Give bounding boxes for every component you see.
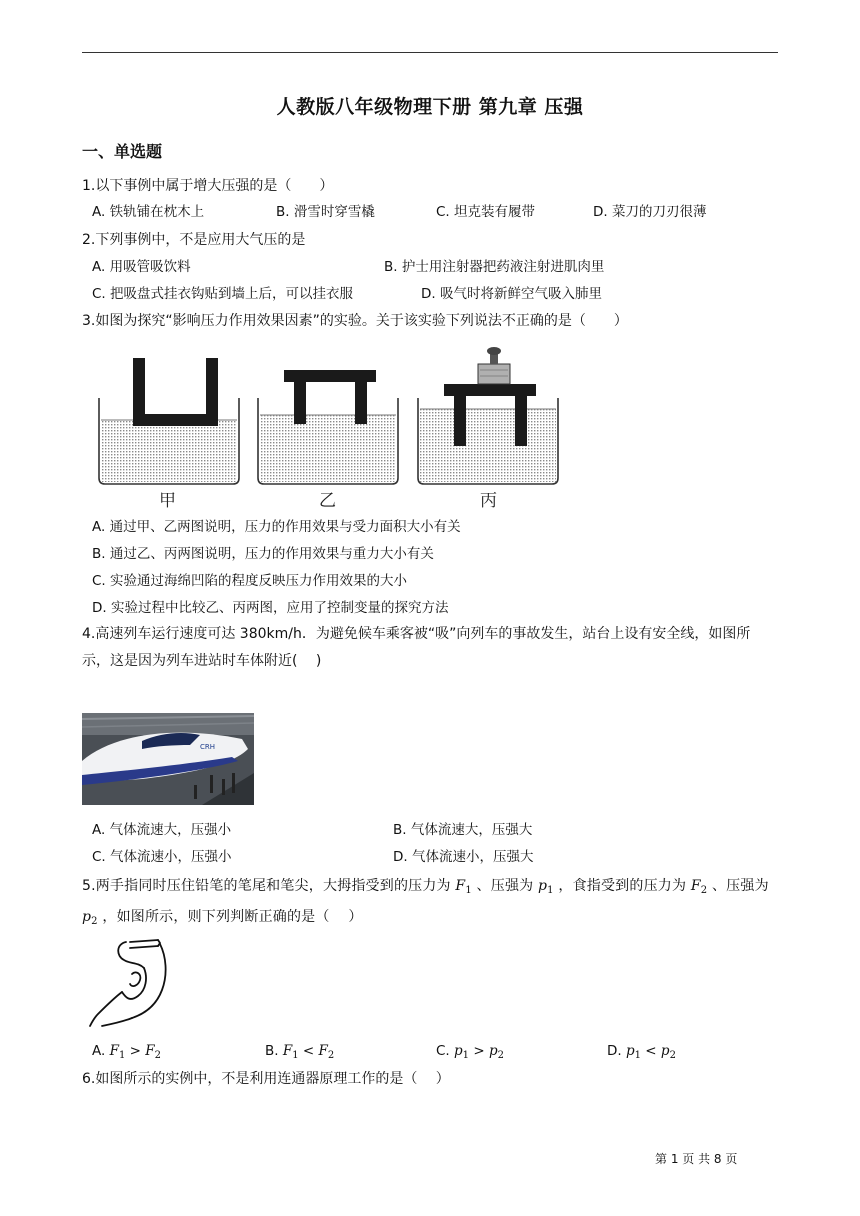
q5-option-c: C. $p_1 > p_2$ [436, 1043, 504, 1061]
q4-option-c: C. 气体流速小，压强小 [92, 849, 232, 865]
label-jia: 甲 [159, 491, 176, 511]
question-1: 1.以下事例中属于增大压强的是（ ） [82, 178, 334, 194]
q3-option-d: D. 实验过程中比较乙、丙两图，应用了控制变量的探究方法 [92, 600, 449, 616]
header-rule [82, 52, 778, 53]
q2-option-d: D. 吸气时将新鲜空气吸入肺里 [421, 286, 602, 302]
pencil-fingers-figure [86, 934, 172, 1030]
q4-option-d: D. 气体流速小，压强大 [393, 849, 534, 865]
q3-option-c: C. 实验通过海绵凹陷的程度反映压力作用效果的大小 [92, 573, 408, 589]
question-2: 2.下列事例中，不是应用大气压的是 [82, 232, 306, 248]
q1-option-b: B. 滑雪时穿雪橇 [276, 204, 375, 220]
question-6: 6.如图所示的实例中，不是利用连通器原理工作的是（ ） [82, 1071, 450, 1087]
q5-option-b: B. $F_1 < F_2$ [265, 1043, 335, 1061]
q4-option-a: A. 气体流速大，压强小 [92, 822, 232, 838]
container-bing [418, 347, 558, 484]
high-speed-train-photo [82, 713, 254, 805]
container-jia [99, 358, 239, 484]
q5-option-d: D. $p_1 < p_2$ [607, 1043, 676, 1061]
q2-option-b: B. 护士用注射器把药液注射进肌肉里 [384, 259, 605, 275]
q1-option-c: C. 坦克装有履带 [436, 204, 536, 220]
q3-option-b: B. 通过乙、丙两图说明，压力的作用效果与重力大小有关 [92, 546, 434, 562]
q2-option-c: C. 把吸盘式挂衣钩贴到墙上后，可以挂衣服 [92, 286, 354, 302]
q1-option-d: D. 菜刀的刀刃很薄 [593, 204, 707, 220]
question-3: 3.如图为探究“影响压力作用效果因素”的实验。关于该实验下列说法不正确的是（ ） [82, 313, 628, 329]
page-title: 人教版八年级物理下册 第九章 压强 [276, 96, 584, 118]
question-5: 5.两手指同时压住铅笔的笔尾和笔尖，大拇指受到的压力为 $F_1$ 、压强为 $p_1$ ，食指受到的压力为 $F_2$ 、压强为 $p_2$ ，如图所示，则下列判断正确的是（ ） [82, 878, 769, 927]
train-logo-text: CRH [200, 743, 216, 751]
label-yi: 乙 [319, 491, 336, 511]
page-footer: 第 1 页 共 8 页 [655, 1152, 738, 1166]
question-4: 4.高速列车运行速度可达 380km/h．为避免候车乘客被“吸”向列车的事故发生，站台上设有安全线，如图所示，这是因为列车进站时车体附近( ) [82, 626, 751, 669]
container-yi [258, 370, 398, 484]
sponge-experiment-figure [90, 340, 575, 512]
q2-option-a: A. 用吸管吸饮料 [92, 259, 191, 275]
q4-option-b: B. 气体流速大，压强大 [393, 822, 533, 838]
q3-option-a: A. 通过甲、乙两图说明，压力的作用效果与受力面积大小有关 [92, 519, 461, 535]
section-heading: 一、单选题 [82, 142, 163, 161]
label-bing: 丙 [480, 491, 497, 511]
q1-option-a: A. 铁轨铺在枕木上 [92, 204, 205, 220]
q5-option-a: A. $F_1 > F_2$ [92, 1043, 161, 1061]
